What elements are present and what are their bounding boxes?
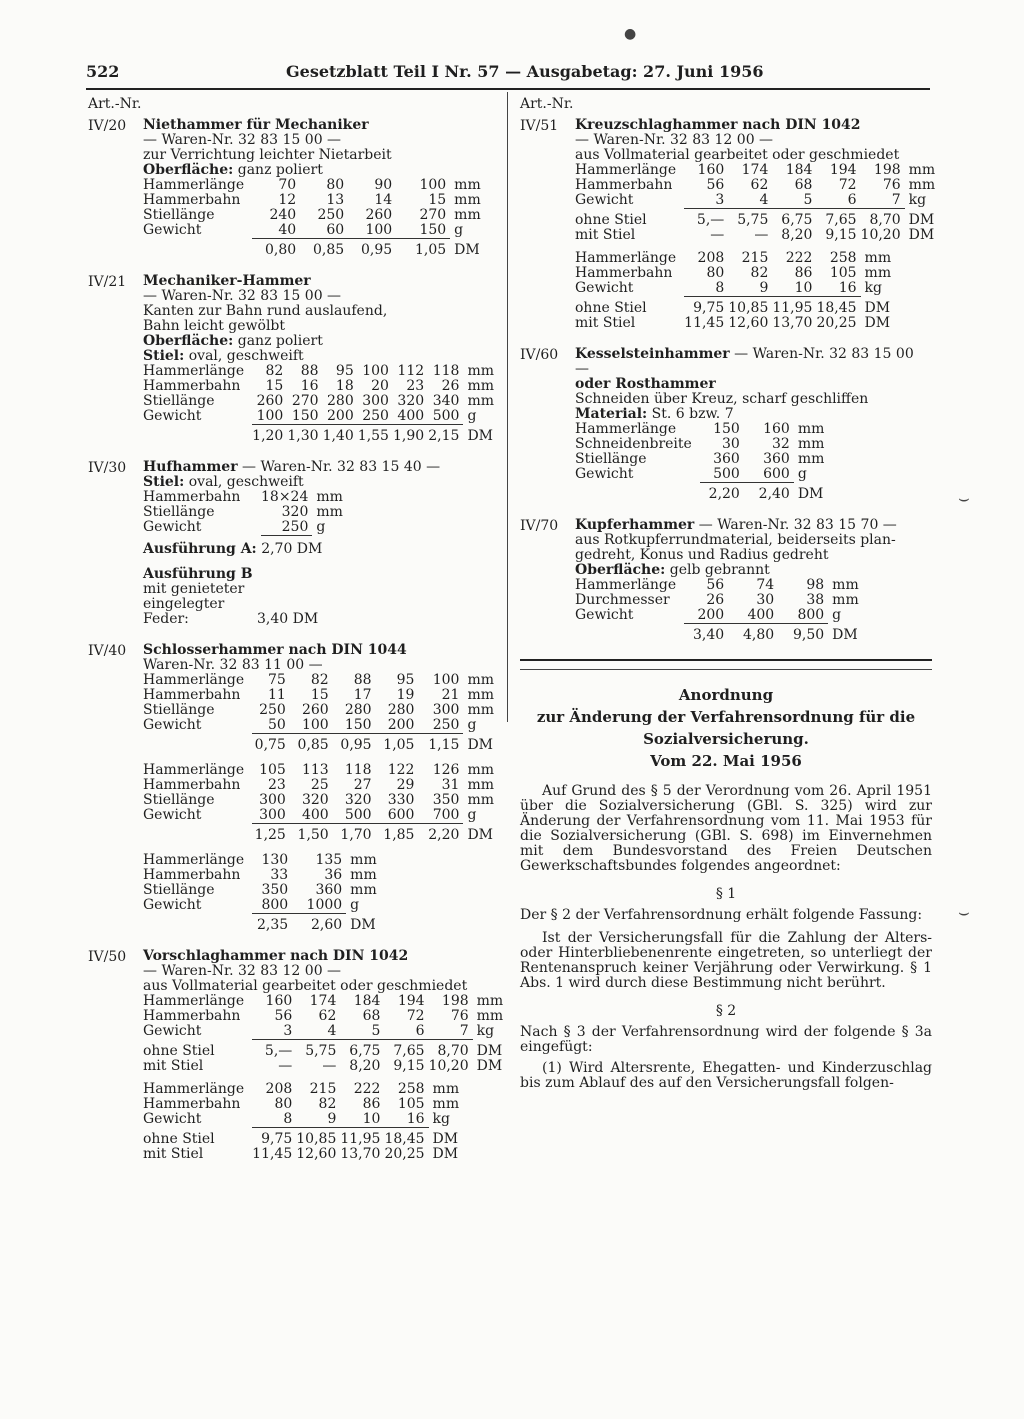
surface-line: Oberfläche: gelb gebrannt xyxy=(575,562,770,578)
right-column xyxy=(520,96,936,1091)
anordnung-subtitle: Sozialversicherung. xyxy=(643,730,809,748)
dimension-table xyxy=(143,490,347,536)
table-row: Hammerbahn 12 13 14 15 mm xyxy=(143,192,481,208)
article-code: IV/21 xyxy=(88,274,127,290)
page-header xyxy=(86,62,930,81)
section-rule xyxy=(520,669,932,670)
article-description: Kanten zur Bahn rund auslaufend, xyxy=(143,303,388,319)
table-row: Hammerbahn 56 62 68 72 76 mm xyxy=(143,1008,504,1024)
table-row: Stiellänge 240 250 260 270 mm xyxy=(143,207,481,223)
ausfuehrung-b-text: eingelegter xyxy=(143,596,225,612)
article-description: Bahn leicht gewölbt xyxy=(143,318,286,334)
table-row: Hammerlänge 160 174 184 194 198 mm xyxy=(575,162,936,178)
article-description: aus Vollmaterial gearbeitet oder geschmiedet xyxy=(143,978,468,994)
ausfuehrung-a: Ausführung A: 2,70 DM xyxy=(143,541,323,557)
dimension-table xyxy=(143,673,498,853)
price-row: 1,25 1,50 1,70 1,85 2,20 DM xyxy=(254,826,493,843)
article-description: gedreht, Konus und Radius gedreht xyxy=(575,547,829,563)
page-number: 522 xyxy=(86,62,120,81)
article-description: zur Verrichtung leichter Nietarbeit xyxy=(143,147,392,163)
table-row: Gewicht 40 60 100 150 g xyxy=(143,222,464,239)
price-row: mit Stiel 11,45 12,60 13,70 20,25 DM xyxy=(143,1146,459,1162)
article-title-line: Kupferhammer — Waren-Nr. 32 83 15 70 — xyxy=(575,517,897,533)
anordnung-intro: Auf Grund des § 5 der Verordnung vom 26. April 1951 über die Sozialversicherung (GBl. S. 325) wird zur Änderung der Verfahrensordnung vom 11. Mai 1953 für die Sozialversicherung (GBl. S. 698) im Einvernehmen mit dem Bundesvorstand des Freien Deutschen Gewerkschaftsbundes folgendes angeordnet: xyxy=(520,783,932,874)
article-title: Niethammer für Mechaniker xyxy=(143,117,369,133)
table-row: Durchmesser 26 30 38 mm xyxy=(575,592,859,608)
price-row: mit Stiel 11,45 12,60 13,70 20,25 DM xyxy=(575,315,891,331)
table-row: Stiellänge 350 360 mm xyxy=(143,882,377,898)
price-row: 3,40 4,80 9,50 DM xyxy=(693,626,858,643)
entry-iv51 xyxy=(520,117,936,331)
price-row: ohne Stiel 5,— 5,75 6,75 7,65 8,70 DM xyxy=(143,1042,503,1059)
paragraph: Nach § 3 der Verfahrensordnung wird der folgende § 3a eingefügt: xyxy=(520,1024,932,1055)
surface-line: Oberfläche: ganz poliert xyxy=(143,162,323,178)
paragraph: Ist der Versicherungsfall für die Zahlung der Alters- oder Hinterbliebenenrente eingetreten, so unterliegt der Rentenanspruch keiner Verjährung oder Verwirkung. § 1 Abs. 1 wird durch diese Bestimmung nicht berührt. xyxy=(520,930,932,991)
price-row: 1,20 1,30 1,40 1,55 1,90 2,15 DM xyxy=(252,427,493,444)
article-description: aus Vollmaterial gearbeitet oder geschmiedet xyxy=(575,147,900,163)
anordnung-title: Anordnung xyxy=(678,686,774,704)
dimension-table xyxy=(143,364,498,444)
price-row: 2,20 2,40 DM xyxy=(708,485,824,502)
article-code: IV/60 xyxy=(520,347,559,363)
table-row: Schneidenbreite 30 32 mm xyxy=(575,436,825,452)
article-title-alt: oder Rosthammer xyxy=(575,376,716,392)
section-rule xyxy=(520,659,932,661)
table-row: Hammerlänge 208 215 222 258 mm xyxy=(143,1081,460,1097)
entry-iv30 xyxy=(88,460,498,627)
table-row: Hammerbahn 18×24 mm xyxy=(143,489,343,505)
table-row: Hammerlänge 130 135 mm xyxy=(143,852,377,868)
entry-iv70 xyxy=(520,518,932,643)
table-row: Hammerlänge 70 80 90 100 mm xyxy=(143,177,481,193)
dimension-table xyxy=(143,994,507,1162)
table-row: Hammerbahn 33 36 mm xyxy=(143,867,377,883)
table-row: Gewicht 3 4 5 6 7 kg xyxy=(575,192,927,209)
scan-stroke-mark: ⌣ xyxy=(958,488,970,509)
table-row: Gewicht 50 100 150 200 250 g xyxy=(143,717,477,734)
section-heading: § 1 xyxy=(715,886,737,902)
stiel-line: Stiel: oval, geschweift xyxy=(143,348,304,364)
dimension-table xyxy=(575,422,828,502)
anordnung-subtitle: zur Änderung der Verfahrensordnung für die xyxy=(536,708,916,726)
table-row: Gewicht 3 4 5 6 7 kg xyxy=(143,1023,495,1040)
article-code: IV/51 xyxy=(520,118,559,134)
artnr-label: Art.-Nr. xyxy=(88,96,142,112)
waren-nr: — Waren-Nr. 32 83 15 00 — xyxy=(143,288,342,304)
table-row: Hammerlänge 82 88 95 100 112 118 mm xyxy=(143,363,494,379)
price-row: ohne Stiel 5,— 5,75 6,75 7,65 8,70 DM xyxy=(575,211,935,228)
waren-nr: — Waren-Nr. 32 83 12 00 — xyxy=(575,132,774,148)
table-row: Hammerlänge 56 74 98 mm xyxy=(575,577,859,593)
entry-iv60 xyxy=(520,347,932,502)
stiel-line: Stiel: oval, geschweift xyxy=(143,474,304,490)
table-row: Stiellänge 320 mm xyxy=(143,504,343,520)
scan-dot-mark: ● xyxy=(624,26,637,42)
article-title: Schlosserhammer nach DIN 1044 xyxy=(143,642,407,658)
entry-iv20 xyxy=(88,118,498,258)
ausfuehrung-b-price-line: Feder: 3,40 DM xyxy=(143,611,319,627)
table-row: Gewicht 100 150 200 250 400 500 g xyxy=(143,408,477,425)
table-row: Hammerlänge 105 113 118 122 126 mm xyxy=(143,762,494,778)
table-row: Gewicht 300 400 500 600 700 g xyxy=(143,807,477,824)
table-row: Stiellänge 250 260 280 280 300 mm xyxy=(143,702,494,718)
table-row: Stiellänge 260 270 280 300 320 340 mm xyxy=(143,393,494,409)
article-code: IV/50 xyxy=(88,949,127,965)
column-divider xyxy=(507,92,508,722)
waren-nr: — Waren-Nr. 32 83 15 00 — xyxy=(143,132,342,148)
article-code: IV/70 xyxy=(520,518,559,534)
entry-iv50 xyxy=(88,948,504,1162)
dimension-table xyxy=(575,578,863,643)
anordnung-date: Vom 22. Mai 1956 xyxy=(650,752,802,770)
dimension-table xyxy=(143,178,485,258)
article-description: aus Rotkupferrundmaterial, beiderseits plan- xyxy=(575,532,896,548)
left-column xyxy=(88,96,504,1178)
material-line: Material: St. 6 bzw. 7 xyxy=(575,406,734,422)
price-row: 2,35 2,60 DM xyxy=(257,916,376,933)
article-code: IV/20 xyxy=(88,118,127,134)
table-row: Hammerbahn 15 16 18 20 23 26 mm xyxy=(143,378,494,394)
table-row: Hammerlänge 160 174 184 194 198 mm xyxy=(143,993,504,1009)
paragraph: (1) Wird Altersrente, Ehegatten- und Kinderzuschlag bis zum Ablauf des auf den Versicherungsfall folgen- xyxy=(520,1060,932,1091)
article-description: Schneiden über Kreuz, scharf geschliffen xyxy=(575,391,869,407)
table-row: Gewicht 200 400 800 g xyxy=(575,607,842,624)
article-code: IV/40 xyxy=(88,643,127,659)
table-row: Hammerbahn 80 82 86 105 mm xyxy=(143,1096,460,1112)
price-row: mit Stiel — — 8,20 9,15 10,20 DM xyxy=(575,227,935,243)
dimension-table xyxy=(575,163,939,331)
entry-iv40 xyxy=(88,643,498,933)
table-row: Hammerbahn 23 25 27 29 31 mm xyxy=(143,777,494,793)
table-row: Hammerlänge 75 82 88 95 100 mm xyxy=(143,672,494,688)
waren-nr: — Waren-Nr. 32 83 12 00 — xyxy=(143,963,342,979)
paragraph: Der § 2 der Verfahrensordnung erhält folgende Fassung: xyxy=(520,907,923,923)
scan-stroke-mark: ⌣ xyxy=(958,902,970,923)
price-row: ohne Stiel 9,75 10,85 11,95 18,45 DM xyxy=(575,299,891,316)
article-title: Kreuzschlaghammer nach DIN 1042 xyxy=(575,117,861,133)
article-title-line: Kesselsteinhammer — Waren-Nr. 32 83 15 00 — xyxy=(575,346,914,377)
table-row: Gewicht 500 600 g xyxy=(575,466,807,483)
header-rule xyxy=(86,88,930,90)
article-title: Vorschlaghammer nach DIN 1042 xyxy=(143,948,409,964)
table-row: Gewicht 800 1000 g xyxy=(143,897,360,914)
article-title-line: Hufhammer — Waren-Nr. 32 83 15 40 — xyxy=(143,459,441,475)
price-row: 0,75 0,85 0,95 1,05 1,15 DM xyxy=(254,736,493,753)
table-row: Gewicht 8 9 10 16 kg xyxy=(143,1111,450,1128)
table-row: Hammerbahn 11 15 17 19 21 mm xyxy=(143,687,494,703)
table-row: Hammerlänge 150 160 mm xyxy=(575,421,825,437)
table-row: Gewicht 250 g xyxy=(143,519,326,536)
anordnung-section xyxy=(520,684,932,1091)
table-row: Gewicht 8 9 10 16 kg xyxy=(575,280,882,297)
dimension-table xyxy=(143,853,381,933)
table-row: Hammerbahn 56 62 68 72 76 mm xyxy=(575,177,936,193)
ausfuehrung-b-title: Ausführung B xyxy=(143,566,253,582)
waren-nr: Waren-Nr. 32 83 11 00 — xyxy=(143,657,323,673)
surface-line: Oberfläche: ganz poliert xyxy=(143,333,323,349)
table-row: Hammerlänge 208 215 222 258 mm xyxy=(575,250,892,266)
artnr-label: Art.-Nr. xyxy=(520,96,574,112)
gazette-title: Gesetzblatt Teil I Nr. 57 — Ausgabetag: 27. Juni 1956 xyxy=(286,62,764,81)
price-row: 0,80 0,85 0,95 1,05 DM xyxy=(265,241,480,258)
table-row: Stiellänge 360 360 mm xyxy=(575,451,825,467)
table-row: Stiellänge 300 320 320 330 350 mm xyxy=(143,792,494,808)
entry-iv21 xyxy=(88,274,498,444)
price-row: ohne Stiel 9,75 10,85 11,95 18,45 DM xyxy=(143,1130,459,1147)
article-code: IV/30 xyxy=(88,460,127,476)
table-row: Hammerbahn 80 82 86 105 mm xyxy=(575,265,892,281)
price-row: mit Stiel — — 8,20 9,15 10,20 DM xyxy=(143,1058,503,1074)
ausfuehrung-b-text: mit genieteter xyxy=(143,581,245,597)
article-title: Mechaniker-Hammer xyxy=(143,273,311,289)
section-heading: § 2 xyxy=(715,1003,737,1019)
